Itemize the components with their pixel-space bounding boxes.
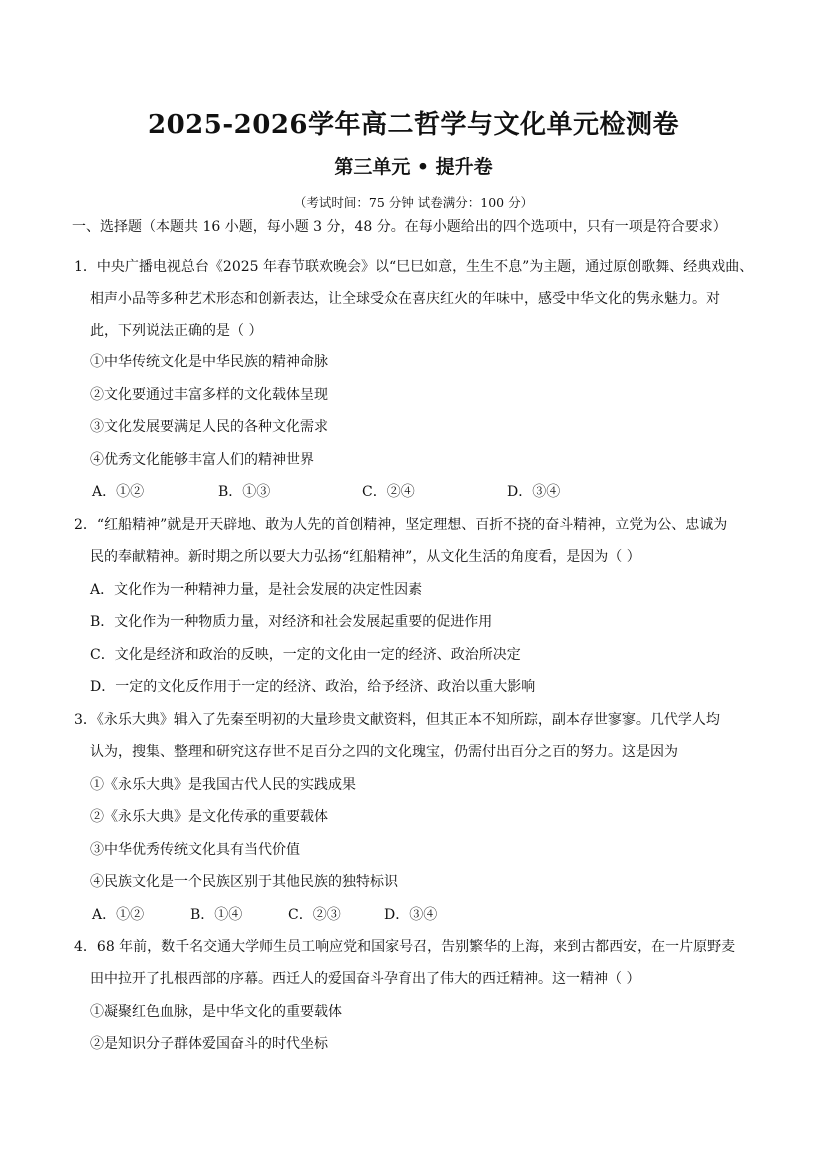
question-3-answer-c: C．②③ (288, 907, 341, 923)
question-3-statement-2: ②《永乐大典》是文化传承的重要载体 (90, 809, 328, 825)
question-1-answer-d: D．③④ (507, 484, 561, 500)
question-1-answer-b: B．①③ (218, 484, 271, 500)
question-3-statement-4: ④民族文化是一个民族区别于其他民族的独特标识 (90, 874, 398, 890)
question-1-line-3: 此，下列说法正确的是（ ） (90, 323, 263, 339)
question-1-answer-c: C．②④ (362, 484, 415, 500)
question-2-line-1: 2．“红船精神”就是开天辟地、敢为人先的首创精神，坚定理想、百折不挠的奋斗精神，立党为公、忠诚为 (74, 517, 728, 533)
question-2-option-c: C．文化是经济和政治的反映，一定的文化由一定的经济、政治所决定 (90, 647, 521, 663)
question-3-answer-b: B．①④ (190, 907, 243, 923)
question-3-answer-a: A．①② (92, 907, 145, 923)
question-1-line-2: 相声小品等多种艺术形态和创新表达，让全球受众在喜庆红火的年味中，感受中华文化的隽永魅力。对 (90, 291, 720, 307)
exam-info: （考试时间：75 分钟 试卷满分：100 分） (293, 195, 534, 210)
question-1-statement-2: ②文化要通过丰富多样的文化载体呈现 (90, 387, 328, 403)
question-1-statement-4: ④优秀文化能够丰富人们的精神世界 (90, 452, 314, 468)
question-1-statement-1: ①中华传统文化是中华民族的精神命脉 (90, 354, 328, 370)
question-2-option-a: A．文化作为一种精神力量，是社会发展的决定性因素 (90, 582, 423, 598)
question-1-line-1: 1．中央广播电视总台《2025 年春节联欢晚会》以“巳巳如意，生生不息”为主题，通过原创歌舞、经典戏曲、 (74, 259, 754, 275)
question-3-statement-1: ①《永乐大典》是我国古代人民的实践成果 (90, 777, 356, 793)
question-2-line-2: 民的奉献精神。新时期之所以要大力弘扬“红船精神”，从文化生活的角度看，是因为（ ） (90, 549, 641, 565)
question-2-option-b: B．文化作为一种物质力量，对经济和社会发展起重要的促进作用 (90, 614, 493, 630)
question-1-answer-a: A．①② (92, 484, 145, 500)
section-heading: 一、选择题（本题共 16 小题，每小题 3 分，48 分。在每小题给出的四个选项中，只有一项是符合要求） (72, 219, 727, 235)
question-3-line-2: 认为，搜集、整理和研究这存世不足百分之四的文化瑰宝，仍需付出百分之百的努力。这是因为 (90, 744, 678, 760)
question-2-option-d: D．一定的文化反作用于一定的经济、政治，给予经济、政治以重大影响 (90, 679, 536, 695)
question-1-statement-3: ③文化发展要满足人民的各种文化需求 (90, 419, 328, 435)
question-4-line-1: 4．68 年前，数千名交通大学师生员工响应党和国家号召，告别繁华的上海，来到古都西安，在一片原野麦 (74, 939, 736, 955)
question-4-line-2: 田中拉开了扎根西部的序幕。西迁人的爱国奋斗孕育出了伟大的西迁精神。这一精神（ ） (90, 971, 641, 987)
question-3-statement-3: ③中华优秀传统文化具有当代价值 (90, 842, 300, 858)
question-3-line-1: 3．《永乐大典》辑入了先秦至明初的大量珍贵文献资料，但其正本不知所踪，副本存世寥寥。几代学人均 (74, 712, 720, 728)
question-4-statement-1: ①凝聚红色血脉，是中华文化的重要载体 (90, 1004, 342, 1020)
question-4-statement-2: ②是知识分子群体爱国奋斗的时代坐标 (90, 1036, 328, 1052)
question-3-answer-d: D．③④ (384, 907, 438, 923)
page-subtitle: 第三单元 • 提升卷 (334, 156, 493, 178)
page-title: 2025-2026学年高二哲学与文化单元检测卷 (147, 110, 680, 140)
